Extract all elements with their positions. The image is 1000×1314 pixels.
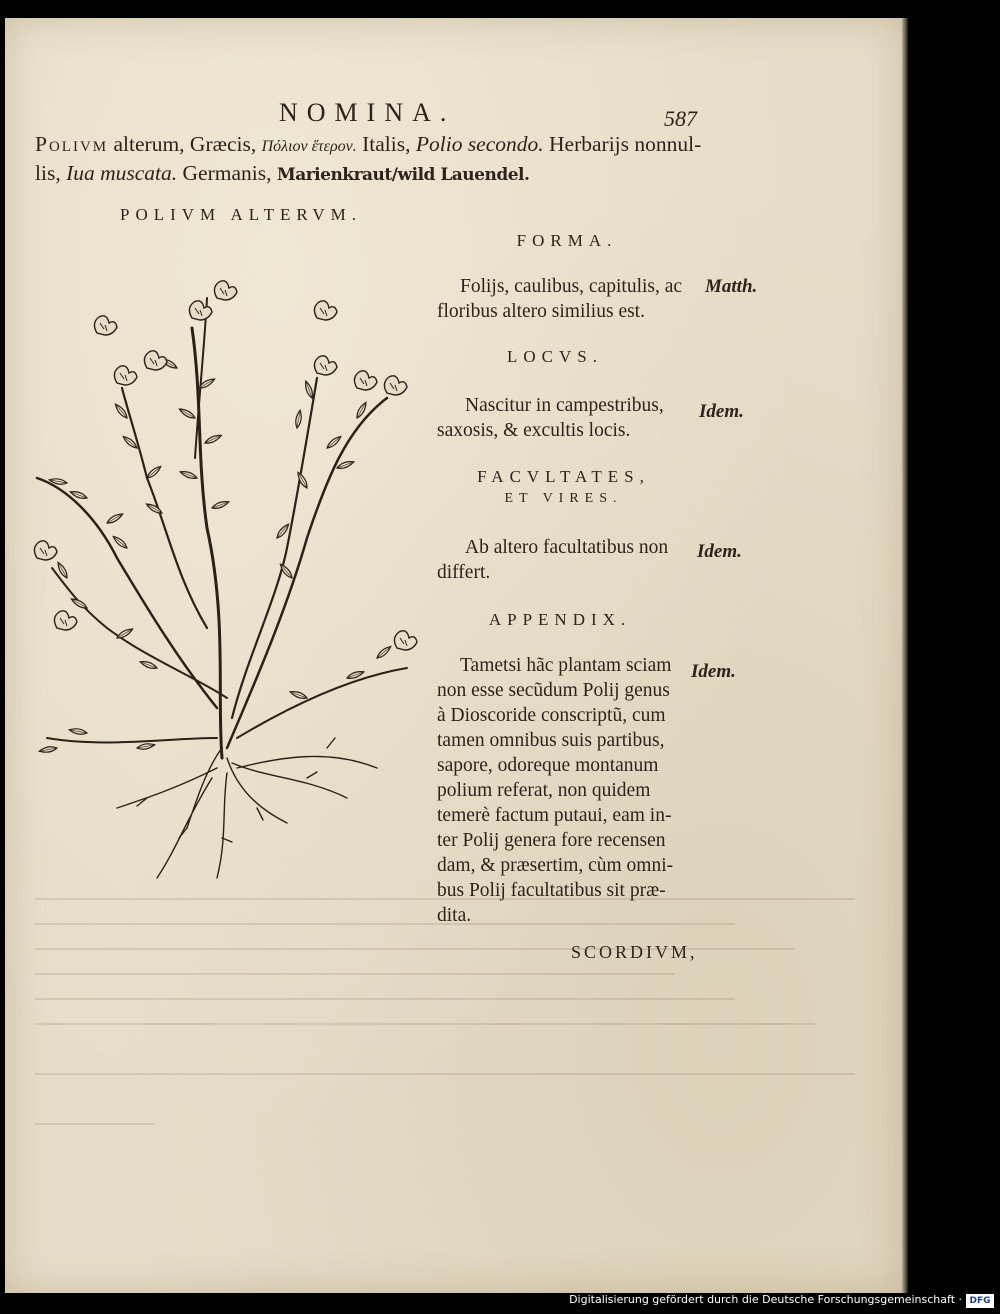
text-line: non esse secũdum Polij genus — [437, 680, 670, 701]
heading-appendix: APPENDIX. — [488, 610, 632, 629]
margin-note-forma: Matth. — [705, 276, 758, 297]
text-line: Nascitur in campestribus, — [465, 395, 664, 416]
bleed-through-line — [35, 948, 795, 950]
plant-title: POLIVM ALTERVM. — [120, 205, 362, 224]
page-number: 587 — [664, 106, 697, 131]
text-line: Tametsi hãc plantam sciam — [460, 655, 672, 676]
appendix-text — [437, 653, 673, 928]
book-page — [5, 18, 902, 1293]
nomina-text: alterum, Græcis, — [108, 132, 262, 156]
text-line: dam, & præsertim, cùm omni- — [437, 855, 674, 876]
text-line: à Dioscoride conscriptũ, cum — [437, 705, 666, 726]
page-edge-shadow — [902, 18, 908, 1293]
locus-text — [437, 393, 664, 443]
text-line: temerè factum putaui, eam in- — [437, 805, 672, 826]
text-line: Ab altero facultatibus non — [465, 537, 669, 558]
dfg-logo: DFG — [966, 1294, 994, 1308]
text-line: tamen omnibus suis partibus, — [437, 730, 665, 751]
catchword: SCORDIVM, — [571, 942, 698, 962]
text-line: Folijs, caulibus, capitulis, ac — [460, 276, 683, 297]
margin-note-appendix: Idem. — [691, 661, 736, 682]
bleed-through-line — [35, 998, 735, 1000]
heading-locus: LOCVS. — [507, 347, 603, 366]
nomina-line-2 — [35, 160, 725, 189]
footer-credit: Digitalisierung gefördert durch die Deutsche Forschungsgemeinschaft · — [569, 1293, 962, 1306]
bleed-through-line — [35, 898, 855, 900]
text-line: dita. — [437, 905, 472, 926]
greek-name: Πόλιον ἕτερον. — [261, 138, 357, 155]
text-line: saxosis, & excultis locis. — [437, 420, 631, 441]
nomina-text: Herbarijs nonnul- — [543, 132, 702, 156]
german-name: Marienkraut/wild Lauendel. — [276, 165, 530, 185]
text-line: bus Polij facultatibus sit præ- — [437, 880, 666, 901]
text-line: differt. — [437, 562, 491, 583]
heading-forma: FORMA. — [516, 231, 618, 250]
margin-note-locus: Idem. — [699, 401, 744, 422]
nomina-line-1 — [35, 131, 725, 160]
nomina-text: Italis, — [356, 132, 416, 156]
text-line: sapore, odoreque montanum — [437, 755, 659, 776]
bleed-through-line — [35, 923, 735, 925]
margin-note-facultates: Idem. — [697, 541, 742, 562]
text-line: ter Polij genera fore recensen — [437, 830, 666, 851]
facultates-text — [437, 535, 668, 585]
nomina-text: lis, — [35, 161, 67, 185]
heading-et-vires: ET VIRES. — [504, 491, 623, 506]
bleed-through-line — [35, 1073, 855, 1075]
forma-text — [437, 274, 682, 324]
text-line: polium referat, non quidem — [437, 780, 651, 801]
plant-name-smallcaps: Polivm — [35, 132, 109, 156]
bleed-through-line — [35, 973, 675, 975]
nomina-text: Germanis, — [177, 161, 277, 185]
bleed-through-line — [35, 1023, 815, 1025]
herbalist-name: Iua muscata. — [66, 161, 178, 185]
bleed-through-line — [35, 1123, 155, 1125]
text-line: floribus altero similius est. — [437, 301, 645, 322]
nomina-paragraph — [35, 131, 725, 189]
running-head: NOMINA. — [279, 98, 456, 127]
heading-facultates: FACVLTATES, — [477, 467, 650, 486]
italian-name: Polio secondo. — [415, 132, 544, 156]
plant-woodcut-illustration — [27, 278, 437, 898]
